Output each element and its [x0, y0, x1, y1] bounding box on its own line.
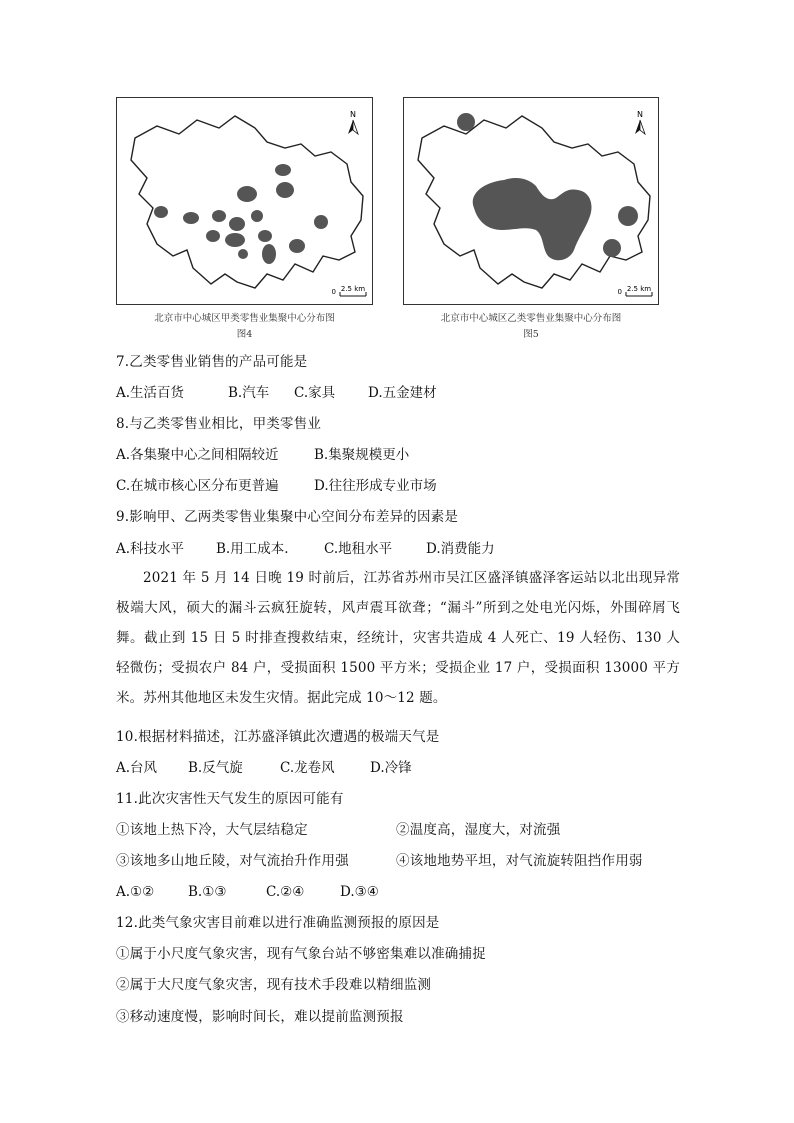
figure-5: [403, 97, 659, 340]
question-9-options: [116, 539, 495, 559]
reading-passage: 2021 年 5 月 14 日晚 19 时前后，江苏省苏州市吴江区盛泽镇盛泽客运站以北出现异常极端大风，硕大的漏斗云疯狂旋转，风声震耳欲聋；“漏斗”所到之处电光闪烁，外围碎屑飞舞。截止到 15 日 5 时排查搜救结束，经统计，灾害共造成 4 人死亡、19 人轻伤、130 人轻微伤；受损农户 84 户，受损面积 1500 平方米；受损企业 17 户，受损面积 13000 平方米。苏州其他地区未发生灾情。据此完成 10～12 题。: [116, 570, 680, 706]
cluster: [154, 206, 168, 218]
cluster: [473, 178, 592, 260]
option-d[interactable]: D.往往形成专业市场: [314, 478, 437, 494]
scale-zero: 0: [331, 288, 336, 296]
statement-3: ③该地多山地丘陵，对气流抬升作用强: [116, 853, 349, 869]
question-8-stem: 8.与乙类零售业相比，甲类零售业: [116, 416, 322, 432]
figure-5-title: 北京市中心城区乙类零售业集聚中心分布图: [440, 313, 622, 324]
option-a[interactable]: A.台风: [116, 760, 158, 776]
option-c[interactable]: C.龙卷风: [280, 760, 335, 776]
cluster: [457, 113, 475, 131]
option-b[interactable]: B.用工成本.: [216, 541, 289, 557]
cluster: [183, 212, 199, 224]
scale-bar: [332, 285, 366, 296]
north-arrow: [635, 110, 645, 134]
cluster: [262, 244, 276, 264]
option-d[interactable]: D.五金建材: [368, 385, 437, 401]
question-10-stem: 10.根据材料描述，江苏盛泽镇此次遭遇的极端天气是: [116, 729, 440, 745]
option-c[interactable]: C.②④: [266, 884, 305, 900]
statement-3: ③移动速度慢，影响时间长，难以提前监测预报: [116, 1009, 404, 1025]
cluster: [314, 215, 328, 229]
question-9-stem: 9.影响甲、乙两类零售业集聚中心空间分布差异的因素是: [116, 509, 459, 525]
cluster: [275, 164, 291, 176]
scale-text: 2.5 km: [626, 285, 652, 293]
option-b[interactable]: B.集聚规模更小: [314, 447, 410, 463]
cluster: [258, 230, 272, 242]
statement-2: ②温度高，湿度大，对流强: [396, 822, 561, 838]
question-7-options: [116, 383, 437, 403]
option-c[interactable]: C.家具: [294, 385, 336, 401]
cluster: [212, 210, 226, 222]
question-11-options: [116, 882, 379, 902]
option-a[interactable]: A.各集聚中心之间相隔较近: [116, 447, 279, 463]
option-a[interactable]: A.生活百货: [116, 385, 185, 401]
option-c[interactable]: C.在城市核心区分布更普遍: [116, 478, 279, 494]
figure-4-map: [116, 97, 373, 305]
scale-bar: [618, 285, 652, 296]
cluster: [251, 210, 263, 222]
north-label: N: [637, 110, 643, 119]
cluster: [229, 217, 245, 231]
statement-1: ①属于小尺度气象灾害，现有气象台站不够密集难以准确捕捉: [116, 946, 486, 962]
option-b[interactable]: B.反气旋: [188, 760, 243, 776]
scale-text: 2.5 km: [340, 285, 366, 293]
option-b[interactable]: B.汽车: [228, 385, 270, 401]
question-10-options: [116, 758, 412, 778]
question-8-options-row1: [116, 445, 409, 465]
option-d[interactable]: D.③④: [340, 884, 379, 900]
option-d[interactable]: D.消费能力: [426, 541, 495, 557]
option-b[interactable]: B.①③: [188, 884, 227, 900]
option-c[interactable]: C.地租水平: [324, 541, 393, 557]
statement-1: ①该地上热下冷，大气层结稳定: [116, 822, 308, 838]
figure-5-number: 图5: [523, 329, 539, 340]
cluster: [618, 206, 638, 226]
question-7-stem: 7.乙类零售业销售的产品可能是: [116, 354, 308, 370]
figure-4: [116, 97, 373, 340]
option-d[interactable]: D.冷锋: [370, 760, 412, 776]
cluster: [289, 239, 305, 253]
north-arrow: [348, 110, 358, 134]
cluster: [238, 249, 248, 259]
question-8-options-row2: [116, 476, 437, 496]
question-11-stem: 11.此次灾害性天气发生的原因可能有: [116, 791, 344, 807]
statement-4: ④该地地势平坦，对气流旋转阻挡作用弱: [396, 853, 643, 869]
north-label: N: [350, 110, 356, 119]
figure-5-map: [403, 97, 659, 305]
beijing-map-a: [117, 98, 374, 306]
cluster: [206, 230, 220, 242]
option-a[interactable]: A.科技水平: [116, 541, 185, 557]
scale-zero: 0: [617, 288, 622, 296]
option-a[interactable]: A.①②: [116, 884, 155, 900]
cluster: [237, 186, 257, 202]
cluster: [603, 239, 621, 257]
cluster: [276, 182, 294, 198]
cluster: [225, 233, 245, 247]
cluster-group: [154, 164, 328, 264]
statement-2: ②属于大尺度气象灾害，现有技术手段难以精细监测: [116, 977, 432, 993]
question-12-stem: 12.此类气象灾害目前难以进行准确监测预报的原因是: [116, 915, 440, 931]
figure-4-title: 北京市中心城区甲类零售业集聚中心分布图: [154, 313, 335, 324]
beijing-map-b: [404, 98, 660, 306]
figure-4-number: 图4: [236, 329, 253, 340]
